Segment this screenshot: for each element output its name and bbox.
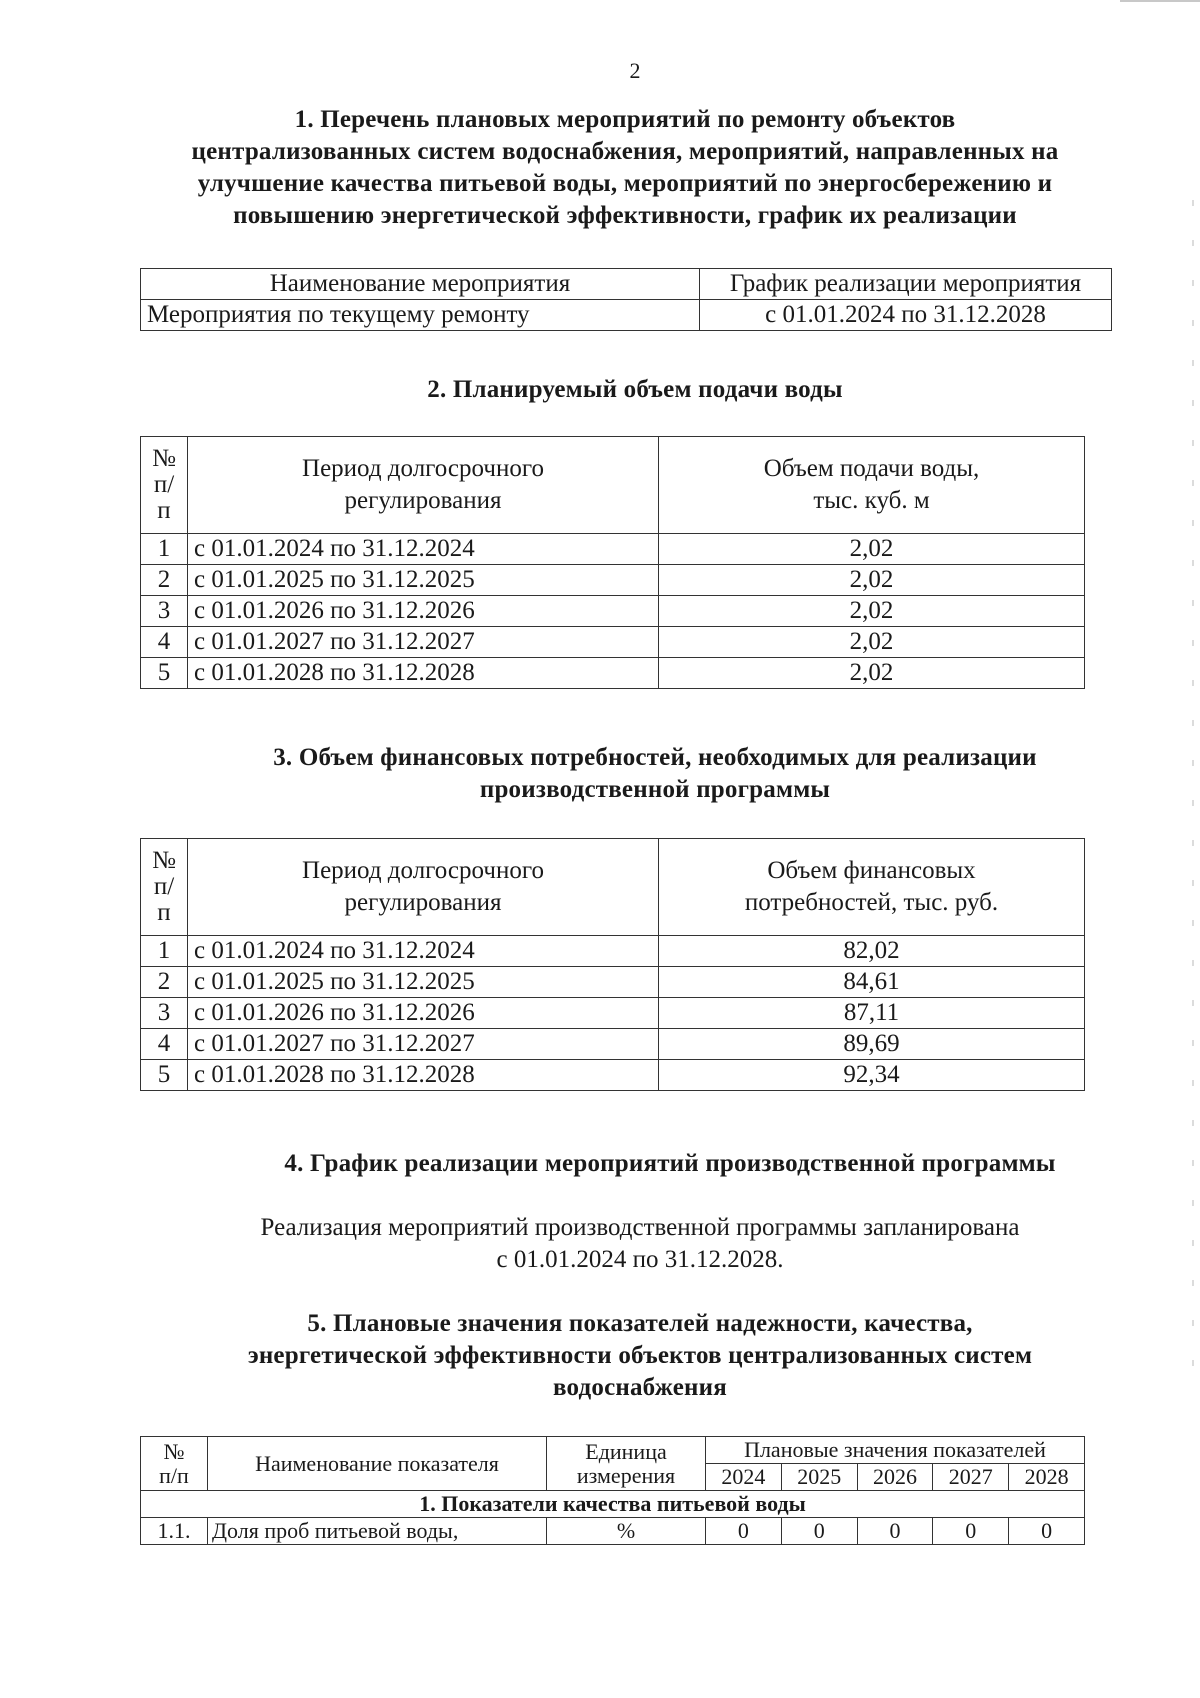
table-cell: 5 (141, 1060, 188, 1091)
header-line: измерения (576, 1462, 676, 1488)
table-cell: с 01.01.2026 по 31.12.2026 (188, 998, 659, 1029)
table-cell: с 01.01.2024 по 31.12.2024 (188, 936, 659, 967)
header-line: Объем подачи воды, (763, 455, 980, 482)
heading-line: улучшение качества питьевой воды, мероприятий по энергосбережению и (197, 170, 1053, 197)
table-cell: Мероприятия по текущему ремонту (141, 300, 700, 331)
header-cell-year: 2028 (1009, 1464, 1085, 1491)
header-line: Объем финансовых (767, 857, 976, 884)
table-cell: 3 (141, 596, 188, 627)
table-cell: с 01.01.2028 по 31.12.2028 (188, 658, 659, 689)
header-cell: График реализации мероприятия (700, 269, 1112, 300)
heading-line: централизованных систем водоснабжения, мероприятий, направленных на (191, 138, 1059, 165)
table-cell: 2,02 (659, 596, 1085, 627)
table-cell: с 01.01.2025 по 31.12.2025 (188, 967, 659, 998)
table-cell: Доля проб питьевой воды, (208, 1518, 547, 1545)
section5-table (140, 1436, 1085, 1545)
table-header-row (141, 269, 1112, 300)
heading-line: повышению энергетической эффективности, график их реализации (233, 202, 1017, 229)
table-header-row (141, 839, 1085, 936)
table-header-row (141, 437, 1085, 534)
table-cell: 0 (857, 1518, 933, 1545)
table-cell: 4 (141, 1029, 188, 1060)
table-cell: с 01.01.2026 по 31.12.2026 (188, 596, 659, 627)
section3-table (140, 838, 1085, 1091)
table-cell: 82,02 (659, 936, 1085, 967)
page-number: 2 (629, 58, 641, 83)
header-line: п/ (153, 873, 175, 900)
header-line: регулирования (344, 487, 502, 514)
header-cell-indicator: Наименование показателя (208, 1437, 547, 1491)
heading-line: энергетической эффективности объектов централизованных систем (247, 1342, 1033, 1369)
header-cell-number (141, 1437, 208, 1491)
table-row (141, 300, 1112, 331)
header-line: Единица (585, 1438, 667, 1464)
table-cell: 0 (781, 1518, 857, 1545)
header-line: регулирования (344, 889, 502, 916)
table-cell: 2 (141, 967, 188, 998)
header-cell-year: 2026 (857, 1464, 933, 1491)
table-row (141, 534, 1085, 565)
header-line: Период долгосрочного (302, 857, 544, 884)
scan-edge-mark (1120, 0, 1200, 2)
header-line: п (157, 899, 171, 926)
table-cell: 5 (141, 658, 188, 689)
section1-table (140, 268, 1112, 331)
header-cell-number (141, 839, 188, 936)
table-cell: с 01.01.2027 по 31.12.2027 (188, 627, 659, 658)
section2-heading (130, 374, 1140, 406)
heading-line: водоснабжения (553, 1374, 727, 1401)
section2-table (140, 436, 1085, 689)
header-line: п (157, 497, 171, 524)
table-cell: 2,02 (659, 565, 1085, 596)
table-row (141, 627, 1085, 658)
table-cell: % (547, 1518, 706, 1545)
header-cell-number (141, 437, 188, 534)
table-row (141, 998, 1085, 1029)
table-row (141, 936, 1085, 967)
header-line: № (152, 847, 176, 874)
heading-line: производственной программы (479, 776, 831, 803)
header-cell-plan: Плановые значения показателей (706, 1437, 1085, 1464)
table-cell: 2,02 (659, 627, 1085, 658)
header-line: потребностей, тыс. руб. (744, 889, 999, 916)
heading-line: 2. Планируемый объем подачи воды (427, 376, 843, 403)
table-row (141, 1518, 1085, 1545)
header-cell-year: 2024 (706, 1464, 782, 1491)
section3-heading (190, 742, 1120, 806)
header-cell-financing (659, 839, 1085, 936)
heading-line: 3. Объем финансовых потребностей, необходимых для реализации (273, 744, 1037, 771)
table-cell: 2,02 (659, 534, 1085, 565)
table-cell: с 01.01.2025 по 31.12.2025 (188, 565, 659, 596)
section5-heading (160, 1308, 1120, 1404)
header-cell: Наименование мероприятия (141, 269, 700, 300)
scan-edge-dots (1192, 200, 1194, 1400)
table-cell: 84,61 (659, 967, 1085, 998)
group-title: 1. Показатели качества питьевой воды (141, 1491, 1085, 1518)
paragraph-line: Реализация мероприятий производственной программы запланирована (260, 1214, 1020, 1241)
header-cell-year: 2027 (933, 1464, 1009, 1491)
table-cell: с 01.01.2024 по 31.12.2028 (700, 300, 1112, 331)
table-row (141, 1060, 1085, 1091)
header-cell-unit (547, 1437, 706, 1491)
table-row (141, 596, 1085, 627)
table-cell: 1 (141, 534, 188, 565)
table-cell: с 01.01.2027 по 31.12.2027 (188, 1029, 659, 1060)
header-line: Период долгосрочного (302, 455, 544, 482)
paragraph-line: с 01.01.2024 по 31.12.2028. (496, 1246, 784, 1273)
header-line: № (152, 445, 176, 472)
table-group-row (141, 1491, 1085, 1518)
header-line: тыс. куб. м (813, 487, 930, 514)
table-cell: 1.1. (141, 1518, 208, 1545)
table-cell: 2,02 (659, 658, 1085, 689)
table-cell: 4 (141, 627, 188, 658)
header-line: № (163, 1438, 185, 1464)
section4-heading (200, 1148, 1140, 1180)
table-cell: 3 (141, 998, 188, 1029)
table-cell: с 01.01.2024 по 31.12.2024 (188, 534, 659, 565)
section1-heading (130, 104, 1120, 232)
table-cell: 2 (141, 565, 188, 596)
table-cell: 92,34 (659, 1060, 1085, 1091)
header-line: п/ (153, 471, 175, 498)
table-row (141, 658, 1085, 689)
table-cell: 87,11 (659, 998, 1085, 1029)
header-line: п/п (159, 1462, 189, 1488)
table-header-row (141, 1437, 1085, 1464)
heading-line: 5. Плановые значения показателей надежности, качества, (307, 1310, 973, 1337)
table-row (141, 1029, 1085, 1060)
heading-line: 4. График реализации мероприятий производственной программы (284, 1150, 1056, 1177)
heading-line: 1. Перечень плановых мероприятий по ремонту объектов (294, 106, 956, 133)
header-cell-year: 2025 (781, 1464, 857, 1491)
header-cell-volume (659, 437, 1085, 534)
section4-paragraph (200, 1212, 1080, 1276)
table-cell: 0 (933, 1518, 1009, 1545)
table-row (141, 565, 1085, 596)
table-cell: 0 (706, 1518, 782, 1545)
header-cell-period (188, 437, 659, 534)
table-row (141, 967, 1085, 998)
table-cell: 0 (1009, 1518, 1085, 1545)
table-cell: с 01.01.2028 по 31.12.2028 (188, 1060, 659, 1091)
table-cell: 89,69 (659, 1029, 1085, 1060)
header-cell-period (188, 839, 659, 936)
table-cell: 1 (141, 936, 188, 967)
